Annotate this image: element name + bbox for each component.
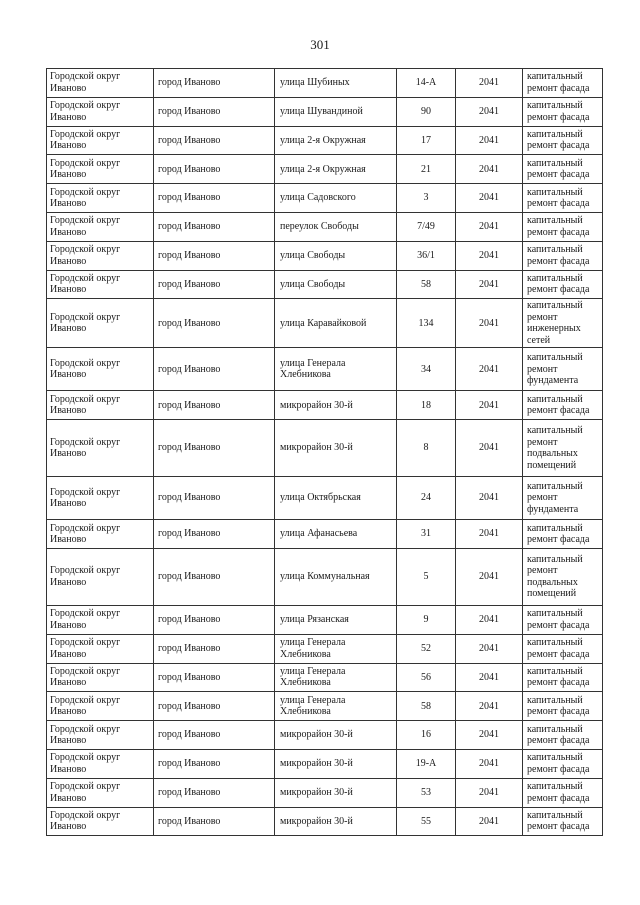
work-type-cell: капитальный ремонт фасада: [523, 634, 603, 663]
work-type-cell: капитальный ремонт фасада: [523, 391, 603, 420]
city-cell: город Иваново: [154, 520, 275, 549]
city-cell: город Иваново: [154, 391, 275, 420]
year-cell: 2041: [456, 391, 523, 420]
work-type-cell: капитальный ремонт фасада: [523, 778, 603, 807]
year-cell: 2041: [456, 348, 523, 391]
street-cell: улица Шувандиной: [275, 97, 397, 126]
city-cell: город Иваново: [154, 184, 275, 213]
table-row: [47, 69, 603, 98]
city-cell: город Иваново: [154, 605, 275, 634]
work-type-cell: капитальный ремонт подвальных помещений: [523, 420, 603, 477]
district-cell: Городской округ Иваново: [47, 348, 154, 391]
year-cell: 2041: [456, 520, 523, 549]
district-cell: Городской округ Иваново: [47, 477, 154, 520]
table-row: [47, 391, 603, 420]
table-row: [47, 634, 603, 663]
work-type-cell: капитальный ремонт фасада: [523, 184, 603, 213]
city-cell: город Иваново: [154, 477, 275, 520]
district-cell: Городской округ Иваново: [47, 299, 154, 348]
work-type-cell: капитальный ремонт фасада: [523, 721, 603, 750]
work-type-cell: капитальный ремонт фасада: [523, 155, 603, 184]
district-cell: Городской округ Иваново: [47, 126, 154, 155]
year-cell: 2041: [456, 692, 523, 721]
year-cell: 2041: [456, 241, 523, 270]
street-cell: улица Октябрьская: [275, 477, 397, 520]
table-row: [47, 663, 603, 692]
table-row: [47, 749, 603, 778]
table-row: [47, 420, 603, 477]
district-cell: Городской округ Иваново: [47, 212, 154, 241]
city-cell: город Иваново: [154, 241, 275, 270]
house-number-cell: 31: [397, 520, 456, 549]
house-number-cell: 58: [397, 270, 456, 299]
work-type-cell: капитальный ремонт фасада: [523, 807, 603, 836]
table-row: [47, 721, 603, 750]
work-type-cell: капитальный ремонт фасада: [523, 69, 603, 98]
work-type-cell: капитальный ремонт фасада: [523, 241, 603, 270]
year-cell: 2041: [456, 778, 523, 807]
house-number-cell: 14-А: [397, 69, 456, 98]
street-cell: улица Каравайковой: [275, 299, 397, 348]
district-cell: Городской округ Иваново: [47, 605, 154, 634]
house-number-cell: 56: [397, 663, 456, 692]
house-number-cell: 36/1: [397, 241, 456, 270]
house-number-cell: 18: [397, 391, 456, 420]
work-type-cell: капитальный ремонт фасада: [523, 270, 603, 299]
street-cell: улица Свободы: [275, 241, 397, 270]
work-type-cell: капитальный ремонт фасада: [523, 97, 603, 126]
house-number-cell: 5: [397, 548, 456, 605]
district-cell: Городской округ Иваново: [47, 155, 154, 184]
street-cell: улица 2-я Окружная: [275, 126, 397, 155]
house-number-cell: 3: [397, 184, 456, 213]
district-cell: Городской округ Иваново: [47, 420, 154, 477]
table-row: [47, 184, 603, 213]
work-type-cell: капитальный ремонт фасада: [523, 126, 603, 155]
table-row: [47, 348, 603, 391]
street-cell: улица Генерала Хлебникова: [275, 692, 397, 721]
work-type-cell: капитальный ремонт фундамента: [523, 348, 603, 391]
year-cell: 2041: [456, 184, 523, 213]
city-cell: город Иваново: [154, 749, 275, 778]
city-cell: город Иваново: [154, 299, 275, 348]
district-cell: Городской округ Иваново: [47, 692, 154, 721]
street-cell: улица Садовского: [275, 184, 397, 213]
work-type-cell: капитальный ремонт фасада: [523, 692, 603, 721]
table-row: [47, 807, 603, 836]
district-cell: Городской округ Иваново: [47, 184, 154, 213]
year-cell: 2041: [456, 663, 523, 692]
street-cell: улица 2-я Окружная: [275, 155, 397, 184]
house-number-cell: 8: [397, 420, 456, 477]
table-body: [47, 69, 603, 836]
district-cell: Городской округ Иваново: [47, 520, 154, 549]
street-cell: улица Свободы: [275, 270, 397, 299]
table-row: [47, 241, 603, 270]
work-type-cell: капитальный ремонт фасада: [523, 749, 603, 778]
house-number-cell: 17: [397, 126, 456, 155]
street-cell: улица Рязанская: [275, 605, 397, 634]
city-cell: город Иваново: [154, 692, 275, 721]
street-cell: улица Генерала Хлебникова: [275, 634, 397, 663]
city-cell: город Иваново: [154, 69, 275, 98]
work-type-cell: капитальный ремонт фундамента: [523, 477, 603, 520]
district-cell: Городской округ Иваново: [47, 97, 154, 126]
house-number-cell: 34: [397, 348, 456, 391]
table-row: [47, 692, 603, 721]
house-number-cell: 52: [397, 634, 456, 663]
house-number-cell: 16: [397, 721, 456, 750]
year-cell: 2041: [456, 212, 523, 241]
house-number-cell: 9: [397, 605, 456, 634]
street-cell: микрорайон 30-й: [275, 420, 397, 477]
page-number: 301: [310, 37, 330, 52]
city-cell: город Иваново: [154, 807, 275, 836]
year-cell: 2041: [456, 270, 523, 299]
house-number-cell: 55: [397, 807, 456, 836]
city-cell: город Иваново: [154, 155, 275, 184]
house-number-cell: 90: [397, 97, 456, 126]
street-cell: микрорайон 30-й: [275, 749, 397, 778]
city-cell: город Иваново: [154, 548, 275, 605]
city-cell: город Иваново: [154, 212, 275, 241]
table-row: [47, 605, 603, 634]
table-row: [47, 548, 603, 605]
year-cell: 2041: [456, 807, 523, 836]
table-row: [47, 212, 603, 241]
house-number-cell: 19-А: [397, 749, 456, 778]
table-row: [47, 520, 603, 549]
table-row: [47, 97, 603, 126]
work-type-cell: капитальный ремонт фасада: [523, 663, 603, 692]
year-cell: 2041: [456, 634, 523, 663]
year-cell: 2041: [456, 155, 523, 184]
table-row: [47, 778, 603, 807]
street-cell: улица Генерала Хлебникова: [275, 663, 397, 692]
year-cell: 2041: [456, 299, 523, 348]
district-cell: Городской округ Иваново: [47, 663, 154, 692]
year-cell: 2041: [456, 126, 523, 155]
table-row: [47, 299, 603, 348]
city-cell: город Иваново: [154, 126, 275, 155]
city-cell: город Иваново: [154, 348, 275, 391]
city-cell: город Иваново: [154, 420, 275, 477]
year-cell: 2041: [456, 420, 523, 477]
street-cell: улица Афанасьева: [275, 520, 397, 549]
year-cell: 2041: [456, 69, 523, 98]
street-cell: микрорайон 30-й: [275, 778, 397, 807]
table-row: [47, 270, 603, 299]
year-cell: 2041: [456, 605, 523, 634]
district-cell: Городской округ Иваново: [47, 778, 154, 807]
district-cell: Городской округ Иваново: [47, 634, 154, 663]
street-cell: переулок Свободы: [275, 212, 397, 241]
work-type-cell: капитальный ремонт фасада: [523, 212, 603, 241]
district-cell: Городской округ Иваново: [47, 548, 154, 605]
house-number-cell: 58: [397, 692, 456, 721]
district-cell: Городской округ Иваново: [47, 270, 154, 299]
table-row: [47, 126, 603, 155]
repair-schedule-table: [46, 68, 603, 836]
street-cell: микрорайон 30-й: [275, 807, 397, 836]
district-cell: Городской округ Иваново: [47, 241, 154, 270]
work-type-cell: капитальный ремонт подвальных помещений: [523, 548, 603, 605]
house-number-cell: 24: [397, 477, 456, 520]
house-number-cell: 7/49: [397, 212, 456, 241]
street-cell: улица Коммунальная: [275, 548, 397, 605]
work-type-cell: капитальный ремонт фасада: [523, 605, 603, 634]
street-cell: микрорайон 30-й: [275, 721, 397, 750]
city-cell: город Иваново: [154, 97, 275, 126]
work-type-cell: капитальный ремонт фасада: [523, 520, 603, 549]
city-cell: город Иваново: [154, 663, 275, 692]
city-cell: город Иваново: [154, 270, 275, 299]
district-cell: Городской округ Иваново: [47, 69, 154, 98]
year-cell: 2041: [456, 721, 523, 750]
city-cell: город Иваново: [154, 778, 275, 807]
city-cell: город Иваново: [154, 634, 275, 663]
year-cell: 2041: [456, 548, 523, 605]
district-cell: Городской округ Иваново: [47, 807, 154, 836]
table-row: [47, 155, 603, 184]
district-cell: Городской округ Иваново: [47, 391, 154, 420]
work-type-cell: капитальный ремонт инженерных сетей: [523, 299, 603, 348]
city-cell: город Иваново: [154, 721, 275, 750]
house-number-cell: 21: [397, 155, 456, 184]
year-cell: 2041: [456, 97, 523, 126]
district-cell: Городской округ Иваново: [47, 749, 154, 778]
district-cell: Городской округ Иваново: [47, 721, 154, 750]
table-row: [47, 477, 603, 520]
street-cell: улица Генерала Хлебникова: [275, 348, 397, 391]
street-cell: улица Шубиных: [275, 69, 397, 98]
street-cell: микрорайон 30-й: [275, 391, 397, 420]
year-cell: 2041: [456, 749, 523, 778]
house-number-cell: 53: [397, 778, 456, 807]
house-number-cell: 134: [397, 299, 456, 348]
year-cell: 2041: [456, 477, 523, 520]
